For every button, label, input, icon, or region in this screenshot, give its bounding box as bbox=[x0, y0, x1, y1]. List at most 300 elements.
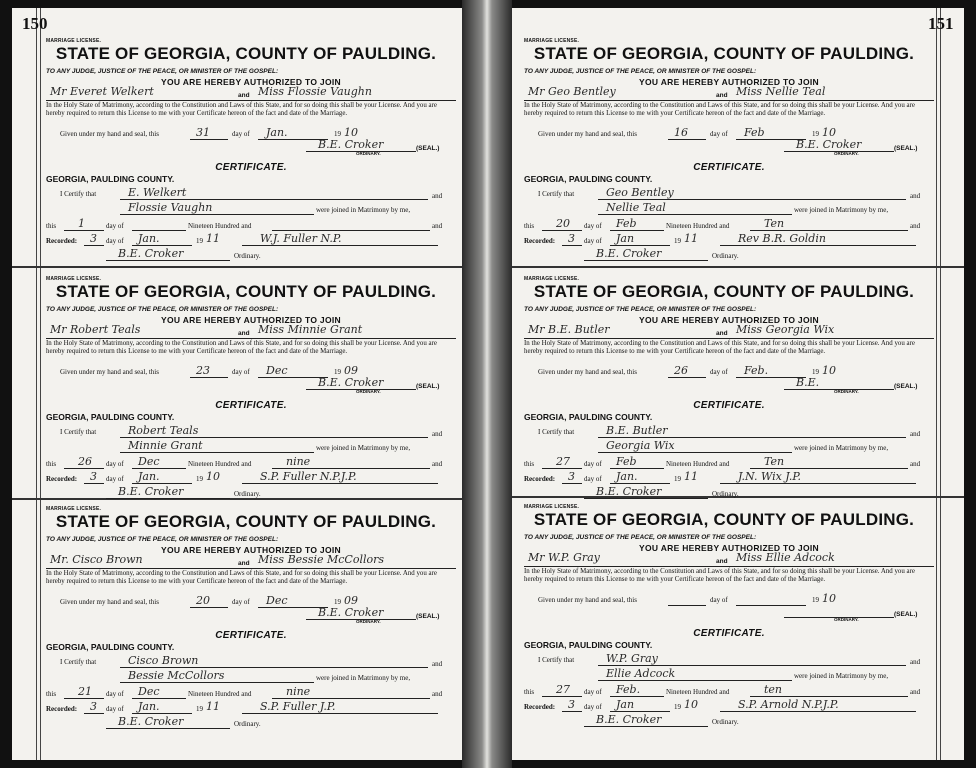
given-month: Feb. bbox=[744, 364, 769, 377]
given-line bbox=[60, 598, 159, 606]
officiant-signature: Rev B.R. Goldin bbox=[738, 232, 826, 245]
and-label: and bbox=[910, 688, 921, 696]
recorded-day: 3 bbox=[568, 232, 575, 245]
ordinary-small-label: ORDINARY. bbox=[834, 617, 859, 622]
license-body-text: In the Holy State of Matrimony, according to the Constitution and Laws of this State, and for so doing this shall be your License. And you are hereby required to return this License to me with your Certificate hereon of the fact and date of the Marriage. bbox=[46, 340, 437, 355]
day-of-label: day of bbox=[232, 368, 250, 376]
married-day-line bbox=[542, 696, 582, 697]
recorded-label: Recorded: bbox=[46, 705, 78, 713]
recorded-signature: B.E. Croker bbox=[118, 715, 184, 728]
cert-bride-line bbox=[120, 214, 314, 215]
married-month-line bbox=[610, 230, 664, 231]
recorded-month-line bbox=[610, 483, 670, 484]
cert-bride-line bbox=[598, 680, 792, 681]
and-label: and bbox=[910, 430, 921, 438]
given-year: 09 bbox=[344, 594, 358, 607]
license-header: MARRIAGE LICENSE. bbox=[524, 38, 580, 44]
recorded-month: Jan. bbox=[138, 470, 160, 483]
recorded-month: Jan. bbox=[138, 232, 160, 245]
nineteen-hundred-label: Nineteen Hundred and bbox=[188, 460, 252, 468]
officiant-line bbox=[720, 245, 916, 246]
groom-name: Mr B.E. Butler bbox=[528, 323, 610, 336]
cert-bride-line bbox=[120, 682, 314, 683]
officiant-line bbox=[242, 483, 438, 484]
married-month-line bbox=[132, 698, 186, 699]
married-year: Ten bbox=[764, 217, 785, 230]
given-day-line bbox=[190, 139, 228, 140]
page-number-right: 151 bbox=[928, 14, 954, 33]
cert-groom-line bbox=[120, 437, 428, 438]
county-heading: GEORGIA, PAULDING COUNTY. bbox=[524, 640, 653, 650]
married-year-line bbox=[750, 696, 908, 697]
recorded-month-line bbox=[132, 245, 192, 246]
this-label: this bbox=[46, 222, 57, 230]
married-year-line bbox=[272, 468, 430, 469]
married-day: 26 bbox=[78, 455, 92, 468]
and-label: and bbox=[910, 658, 921, 666]
and-label: and bbox=[432, 192, 443, 200]
recorded-signature-line bbox=[584, 726, 708, 727]
recorded-month: Jan. bbox=[616, 470, 638, 483]
and-label: and bbox=[432, 690, 443, 698]
and-label: and bbox=[716, 92, 728, 99]
cert-groom-line bbox=[598, 665, 906, 666]
ordinary-small-label: ORDINARY. bbox=[356, 151, 381, 156]
married-year: nine bbox=[286, 455, 311, 468]
margin-rule bbox=[936, 8, 937, 760]
given-day: 26 bbox=[674, 364, 688, 377]
cert-bride-line bbox=[598, 214, 792, 215]
marriage-license bbox=[524, 276, 934, 514]
given-month: Dec bbox=[266, 364, 288, 377]
and-label: and bbox=[910, 192, 921, 200]
nineteen-hundred-label: Nineteen Hundred and bbox=[666, 688, 730, 696]
cert-bride-line bbox=[598, 452, 792, 453]
margin-rule bbox=[40, 8, 41, 760]
officiant-line bbox=[242, 713, 438, 714]
this-label: this bbox=[524, 460, 535, 468]
ordinary-label: Ordinary. bbox=[234, 252, 261, 260]
officiant-signature: S.P. Fuller N.P.J.P. bbox=[260, 470, 357, 483]
recorded-label: Recorded: bbox=[524, 237, 556, 245]
married-month-line bbox=[132, 230, 186, 231]
year-prefix: 19 bbox=[674, 237, 681, 245]
license-header: MARRIAGE LICENSE. bbox=[46, 506, 102, 512]
given-day: 20 bbox=[196, 594, 210, 607]
book-gutter bbox=[462, 0, 512, 768]
given-day-line bbox=[190, 607, 228, 608]
license-title: STATE OF GEORGIA, COUNTY OF PAULDING. bbox=[55, 512, 437, 531]
license-header: MARRIAGE LICENSE. bbox=[524, 504, 580, 510]
cert-bride: Nellie Teal bbox=[606, 201, 666, 214]
groom-name: Mr Geo Bentley bbox=[528, 85, 616, 98]
recorded-month-line bbox=[132, 713, 192, 714]
marriage-license bbox=[46, 276, 456, 514]
officiant-line bbox=[720, 711, 916, 712]
married-day: 21 bbox=[78, 685, 92, 698]
ordinary-signature: B.E. Croker bbox=[318, 376, 384, 389]
county-heading: GEORGIA, PAULDING COUNTY. bbox=[46, 174, 175, 184]
year-prefix: 19 bbox=[674, 703, 681, 711]
day-of-label: day of bbox=[106, 460, 124, 468]
and-label: and bbox=[432, 660, 443, 668]
recorded-year: 11 bbox=[206, 700, 220, 713]
license-title: STATE OF GEORGIA, COUNTY OF PAULDING. bbox=[533, 510, 915, 529]
nineteen-hundred-label: Nineteen Hundred and bbox=[666, 460, 730, 468]
recorded-day-line bbox=[562, 711, 582, 712]
given-year: 10 bbox=[822, 592, 836, 605]
officiant-signature: J.N. Wix J.P. bbox=[738, 470, 802, 483]
i-certify-label: I Certify that bbox=[60, 428, 97, 436]
ordinary-signature: B.E. bbox=[796, 376, 820, 389]
marriage-license bbox=[524, 504, 934, 742]
seal-label: (SEAL.) bbox=[894, 611, 918, 618]
bride-name: Miss Nellie Teal bbox=[736, 85, 826, 98]
county-heading: GEORGIA, PAULDING COUNTY. bbox=[46, 412, 175, 422]
married-day-line bbox=[542, 230, 582, 231]
recorded-month-line bbox=[610, 245, 670, 246]
given-day-line bbox=[668, 605, 706, 606]
joined-label: were joined in Matrimony by me, bbox=[794, 206, 889, 214]
married-day: 20 bbox=[556, 217, 570, 230]
cert-bride-line bbox=[120, 452, 314, 453]
given-label: Given under my hand and seal, this bbox=[538, 368, 637, 376]
margin-rule bbox=[36, 8, 37, 760]
address-line: TO ANY JUDGE, JUSTICE OF THE PEACE, OR MINISTER OF THE GOSPEL: bbox=[46, 68, 279, 75]
day-of-label: day of bbox=[710, 130, 728, 138]
recorded-label: Recorded: bbox=[524, 475, 556, 483]
cert-bride: Bessie McCollors bbox=[128, 669, 225, 682]
given-year: 10 bbox=[344, 126, 358, 139]
bride-name: Miss Ellie Adcock bbox=[736, 551, 835, 564]
married-day: 1 bbox=[78, 217, 85, 230]
joined-label: were joined in Matrimony by me, bbox=[316, 674, 411, 682]
given-line bbox=[538, 368, 637, 376]
and-label: and bbox=[432, 430, 443, 438]
ordinary-small-label: ORDINARY. bbox=[356, 389, 381, 394]
married-day-line bbox=[64, 468, 104, 469]
seal-label: (SEAL.) bbox=[894, 145, 918, 152]
recorded-day: 3 bbox=[568, 470, 575, 483]
license-header: MARRIAGE LICENSE. bbox=[46, 38, 102, 44]
recorded-year: 10 bbox=[684, 698, 698, 711]
ordinary-small-label: ORDINARY. bbox=[834, 151, 859, 156]
and-label: and bbox=[238, 330, 250, 337]
given-label: Given under my hand and seal, this bbox=[60, 130, 159, 138]
officiant-signature: W.J. Fuller N.P. bbox=[260, 232, 342, 245]
page-number-left: 150 bbox=[22, 14, 48, 33]
day-of-label: day of bbox=[106, 475, 124, 483]
this-label: this bbox=[524, 222, 535, 230]
cert-groom: W.P. Gray bbox=[606, 652, 658, 665]
recorded-signature-line bbox=[106, 728, 230, 729]
bride-name: Miss Georgia Wix bbox=[736, 323, 835, 336]
married-month: Dec bbox=[138, 455, 160, 468]
cert-groom: B.E. Butler bbox=[606, 424, 668, 437]
recorded-label: Recorded: bbox=[524, 703, 556, 711]
ordinary-label: Ordinary. bbox=[234, 720, 261, 728]
year-prefix: 19 bbox=[674, 475, 681, 483]
nineteen-hundred-label: Nineteen Hundred and bbox=[666, 222, 730, 230]
bride-name: Miss Flossie Vaughn bbox=[258, 85, 372, 98]
authorization-line: YOU ARE HEREBY AUTHORIZED TO JOIN bbox=[639, 77, 819, 87]
certificate-heading: CERTIFICATE. bbox=[693, 400, 765, 411]
given-year: 09 bbox=[344, 364, 358, 377]
address-line: TO ANY JUDGE, JUSTICE OF THE PEACE, OR MINISTER OF THE GOSPEL: bbox=[524, 306, 757, 313]
i-certify-label: I Certify that bbox=[538, 190, 575, 198]
recorded-signature-line bbox=[584, 498, 708, 499]
seal-label: (SEAL.) bbox=[894, 383, 918, 390]
given-month: Feb bbox=[744, 126, 765, 139]
married-month-line bbox=[610, 468, 664, 469]
recorded-day-line bbox=[84, 483, 104, 484]
recorded-signature-line bbox=[106, 498, 230, 499]
county-heading: GEORGIA, PAULDING COUNTY. bbox=[524, 412, 653, 422]
cert-groom: Cisco Brown bbox=[128, 654, 199, 667]
cert-groom-line bbox=[598, 437, 906, 438]
certificate-heading: CERTIFICATE. bbox=[215, 400, 287, 411]
married-year: nine bbox=[286, 685, 311, 698]
ordinary-small-label: ORDINARY. bbox=[356, 619, 381, 624]
day-of-label: day of bbox=[106, 237, 124, 245]
married-day: 27 bbox=[556, 455, 570, 468]
recorded-year: 11 bbox=[206, 232, 220, 245]
recorded-month-line bbox=[610, 711, 670, 712]
joined-label: were joined in Matrimony by me, bbox=[316, 206, 411, 214]
ordinary-signature: B.E. Croker bbox=[318, 606, 384, 619]
ordinary-label: Ordinary. bbox=[712, 490, 739, 498]
day-of-label: day of bbox=[232, 130, 250, 138]
and-label: and bbox=[910, 460, 921, 468]
recorded-month: Jan bbox=[616, 232, 635, 245]
married-year-line bbox=[272, 698, 430, 699]
joined-label: were joined in Matrimony by me, bbox=[316, 444, 411, 452]
this-label: this bbox=[46, 460, 57, 468]
ordinary-signature: B.E. Croker bbox=[318, 138, 384, 151]
license-title: STATE OF GEORGIA, COUNTY OF PAULDING. bbox=[55, 44, 437, 63]
given-label: Given under my hand and seal, this bbox=[60, 368, 159, 376]
groom-name: Mr. Cisco Brown bbox=[50, 553, 143, 566]
groom-name: Mr Everet Welkert bbox=[50, 85, 154, 98]
marriage-license bbox=[46, 506, 456, 744]
given-day: 16 bbox=[674, 126, 688, 139]
recorded-day-line bbox=[562, 483, 582, 484]
recorded-year: 11 bbox=[684, 470, 698, 483]
married-day-line bbox=[542, 468, 582, 469]
given-day: 31 bbox=[196, 126, 210, 139]
day-of-label: day of bbox=[584, 475, 602, 483]
this-label: this bbox=[46, 690, 57, 698]
and-label: and bbox=[716, 558, 728, 565]
license-body-text: In the Holy State of Matrimony, according to the Constitution and Laws of this State, and for so doing this shall be your License. And you are hereby required to return this License to me with your Certificate hereon of the fact and date of the Marriage. bbox=[524, 102, 915, 117]
cert-groom-line bbox=[120, 667, 428, 668]
nineteen-hundred-label: Nineteen Hundred and bbox=[188, 690, 252, 698]
recorded-label: Recorded: bbox=[46, 475, 78, 483]
recorded-month-line bbox=[132, 483, 192, 484]
cert-groom: Geo Bentley bbox=[606, 186, 674, 199]
year-prefix: 19 bbox=[334, 598, 341, 606]
married-year: ten bbox=[764, 683, 783, 696]
given-year: 10 bbox=[822, 126, 836, 139]
license-title: STATE OF GEORGIA, COUNTY OF PAULDING. bbox=[533, 44, 915, 63]
license-body-text: In the Holy State of Matrimony, according to the Constitution and Laws of this State, and for so doing this shall be your License. And you are hereby required to return this License to me with your Certificate hereon of the fact and date of the Marriage. bbox=[524, 340, 915, 355]
cert-bride: Ellie Adcock bbox=[606, 667, 676, 680]
year-prefix: 19 bbox=[196, 705, 203, 713]
recorded-day-line bbox=[84, 713, 104, 714]
recorded-signature: B.E. Croker bbox=[596, 247, 662, 260]
certificate-heading: CERTIFICATE. bbox=[215, 630, 287, 641]
bride-name: Miss Bessie McCollors bbox=[258, 553, 385, 566]
this-label: this bbox=[524, 688, 535, 696]
marriage-license bbox=[524, 38, 934, 276]
ordinary-small-label: ORDINARY. bbox=[834, 389, 859, 394]
ordinary-label: Ordinary. bbox=[712, 252, 739, 260]
recorded-day: 3 bbox=[90, 700, 97, 713]
nineteen-hundred-label: Nineteen Hundred and bbox=[188, 222, 252, 230]
recorded-signature-line bbox=[106, 260, 230, 261]
married-month: Feb bbox=[616, 217, 637, 230]
ordinary-label: Ordinary. bbox=[234, 490, 261, 498]
married-year-line bbox=[750, 468, 908, 469]
day-of-label: day of bbox=[710, 368, 728, 376]
ordinary-signature: B.E. Croker bbox=[796, 138, 862, 151]
given-day: 23 bbox=[196, 364, 210, 377]
and-label: and bbox=[238, 560, 250, 567]
address-line: TO ANY JUDGE, JUSTICE OF THE PEACE, OR MINISTER OF THE GOSPEL: bbox=[46, 306, 279, 313]
cert-bride: Flossie Vaughn bbox=[128, 201, 213, 214]
day-of-label: day of bbox=[584, 237, 602, 245]
married-month-line bbox=[132, 468, 186, 469]
given-year: 10 bbox=[822, 364, 836, 377]
county-heading: GEORGIA, PAULDING COUNTY. bbox=[524, 174, 653, 184]
recorded-label: Recorded: bbox=[46, 237, 78, 245]
seal-label: (SEAL.) bbox=[416, 613, 440, 620]
recorded-day: 3 bbox=[568, 698, 575, 711]
year-prefix: 19 bbox=[812, 368, 819, 376]
officiant-signature: S.P. Fuller J.P. bbox=[260, 700, 336, 713]
license-body-text: In the Holy State of Matrimony, according to the Constitution and Laws of this State, and for so doing this shall be your License. And you are hereby required to return this License to me with your Certificate hereon of the fact and date of the Marriage. bbox=[46, 570, 437, 585]
day-of-label: day of bbox=[106, 690, 124, 698]
authorization-line: YOU ARE HEREBY AUTHORIZED TO JOIN bbox=[161, 77, 341, 87]
ordinary-label: Ordinary. bbox=[712, 718, 739, 726]
authorization-line: YOU ARE HEREBY AUTHORIZED TO JOIN bbox=[639, 315, 819, 325]
married-day-line bbox=[64, 230, 104, 231]
officiant-signature: S.P. Arnold N.P.J.P. bbox=[738, 698, 839, 711]
given-month: Jan. bbox=[266, 126, 288, 139]
day-of-label: day of bbox=[584, 460, 602, 468]
recorded-month: Jan. bbox=[138, 700, 160, 713]
recorded-day-line bbox=[84, 245, 104, 246]
cert-groom: Robert Teals bbox=[128, 424, 199, 437]
day-of-label: day of bbox=[584, 222, 602, 230]
and-label: and bbox=[432, 460, 443, 468]
given-line bbox=[60, 368, 159, 376]
marriage-license bbox=[46, 38, 456, 276]
given-day-line bbox=[668, 139, 706, 140]
cert-bride: Georgia Wix bbox=[606, 439, 675, 452]
day-of-label: day of bbox=[710, 596, 728, 604]
year-prefix: 19 bbox=[334, 368, 341, 376]
year-prefix: 19 bbox=[812, 596, 819, 604]
day-of-label: day of bbox=[232, 598, 250, 606]
married-year: Ten bbox=[764, 455, 785, 468]
county-heading: GEORGIA, PAULDING COUNTY. bbox=[46, 642, 175, 652]
given-label: Given under my hand and seal, this bbox=[538, 130, 637, 138]
married-year-line bbox=[272, 230, 430, 231]
day-of-label: day of bbox=[106, 222, 124, 230]
i-certify-label: I Certify that bbox=[60, 658, 97, 666]
address-line: TO ANY JUDGE, JUSTICE OF THE PEACE, OR MINISTER OF THE GOSPEL: bbox=[524, 534, 757, 541]
officiant-line bbox=[720, 483, 916, 484]
recorded-day: 3 bbox=[90, 232, 97, 245]
year-prefix: 19 bbox=[334, 130, 341, 138]
recorded-signature: B.E. Croker bbox=[118, 247, 184, 260]
married-month: Feb. bbox=[616, 683, 641, 696]
given-line bbox=[538, 596, 637, 604]
year-prefix: 19 bbox=[812, 130, 819, 138]
recorded-signature: B.E. Croker bbox=[596, 485, 662, 498]
license-header: MARRIAGE LICENSE. bbox=[524, 276, 580, 282]
certificate-heading: CERTIFICATE. bbox=[693, 628, 765, 639]
day-of-label: day of bbox=[106, 705, 124, 713]
groom-name: Mr W.P. Gray bbox=[528, 551, 600, 564]
officiant-line bbox=[242, 245, 438, 246]
license-body-text: In the Holy State of Matrimony, according to the Constitution and Laws of this State, and for so doing this shall be your License. And you are hereby required to return this License to me with your Certificate hereon of the fact and date of the Marriage. bbox=[46, 102, 437, 117]
certificate-heading: CERTIFICATE. bbox=[215, 162, 287, 173]
given-line bbox=[538, 130, 637, 138]
address-line: TO ANY JUDGE, JUSTICE OF THE PEACE, OR MINISTER OF THE GOSPEL: bbox=[524, 68, 757, 75]
married-month: Dec bbox=[138, 685, 160, 698]
recorded-year: 10 bbox=[206, 470, 220, 483]
i-certify-label: I Certify that bbox=[538, 428, 575, 436]
day-of-label: day of bbox=[584, 688, 602, 696]
seal-label: (SEAL.) bbox=[416, 383, 440, 390]
recorded-signature: B.E. Croker bbox=[118, 485, 184, 498]
certificate-heading: CERTIFICATE. bbox=[693, 162, 765, 173]
given-day-line bbox=[190, 377, 228, 378]
bride-name: Miss Minnie Grant bbox=[258, 323, 363, 336]
authorization-line: YOU ARE HEREBY AUTHORIZED TO JOIN bbox=[639, 543, 819, 553]
cert-groom-line bbox=[598, 199, 906, 200]
given-label: Given under my hand and seal, this bbox=[60, 598, 159, 606]
joined-label: were joined in Matrimony by me, bbox=[794, 672, 889, 680]
recorded-month: Jan bbox=[616, 698, 635, 711]
seal-label: (SEAL.) bbox=[416, 145, 440, 152]
married-day: 27 bbox=[556, 683, 570, 696]
recorded-signature: B.E. Croker bbox=[596, 713, 662, 726]
recorded-year: 11 bbox=[684, 232, 698, 245]
given-label: Given under my hand and seal, this bbox=[538, 596, 637, 604]
year-prefix: 19 bbox=[196, 475, 203, 483]
given-month-line bbox=[736, 605, 806, 606]
recorded-signature-line bbox=[584, 260, 708, 261]
groom-name: Mr Robert Teals bbox=[50, 323, 141, 336]
authorization-line: YOU ARE HEREBY AUTHORIZED TO JOIN bbox=[161, 545, 341, 555]
i-certify-label: I Certify that bbox=[538, 656, 575, 664]
margin-rule bbox=[940, 8, 941, 760]
year-prefix: 19 bbox=[196, 237, 203, 245]
married-month-line bbox=[610, 696, 664, 697]
address-line: TO ANY JUDGE, JUSTICE OF THE PEACE, OR MINISTER OF THE GOSPEL: bbox=[46, 536, 279, 543]
authorization-line: YOU ARE HEREBY AUTHORIZED TO JOIN bbox=[161, 315, 341, 325]
and-label: and bbox=[910, 222, 921, 230]
cert-bride: Minnie Grant bbox=[128, 439, 203, 452]
joined-label: were joined in Matrimony by me, bbox=[794, 444, 889, 452]
license-header: MARRIAGE LICENSE. bbox=[46, 276, 102, 282]
license-title: STATE OF GEORGIA, COUNTY OF PAULDING. bbox=[55, 282, 437, 301]
license-title: STATE OF GEORGIA, COUNTY OF PAULDING. bbox=[533, 282, 915, 301]
and-label: and bbox=[716, 330, 728, 337]
